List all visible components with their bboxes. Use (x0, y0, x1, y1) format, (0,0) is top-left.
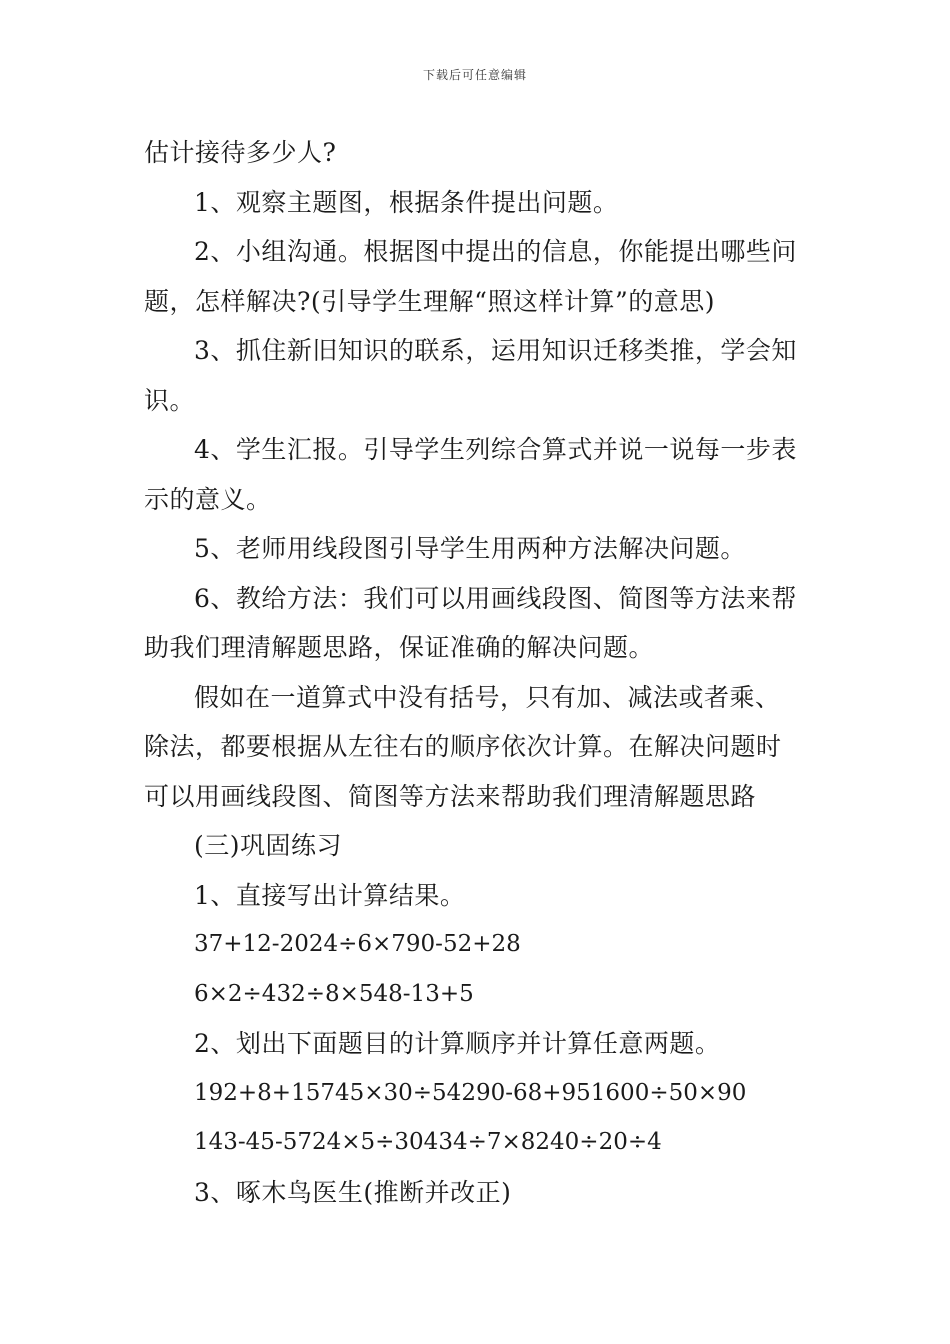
text-line: 题，怎样解决?(引导学生理解“照这样计算”的意思) (144, 286, 715, 316)
page-header: 下载后可任意编辑 (422, 68, 527, 82)
text-line: 5、老师用线段图引导学生用两种方法解决问题。 (194, 534, 746, 563)
text-line: 1、观察主题图，根据条件提出问题。 (194, 187, 619, 217)
formula-line: 37+12-2024÷6×790-52+28 (194, 931, 521, 957)
text-line: 估计接待多少人? (144, 138, 337, 167)
formula-line: 143-45-5724×5÷30434÷7×8240÷20÷4 (194, 1129, 662, 1155)
document-body (144, 128, 810, 1217)
text-line: 2、划出下面题目的计算顺序并计算任意两题。 (194, 1029, 721, 1058)
text-line: 4、学生汇报。引导学生列综合算式并说一说每一步表 (194, 435, 797, 464)
formula-line: 6×2÷432÷8×548-13+5 (194, 980, 474, 1007)
text-line: 假如在一道算式中没有括号，只有加、减法或者乘、 (194, 682, 781, 712)
text-line: 2、小组沟通。根据图中提出的信息，你能提出哪些问 (194, 237, 797, 266)
text-line: 1、直接写出计算结果。 (194, 880, 466, 910)
text-line: 识。 (144, 385, 196, 415)
text-line: 助我们理清解题思路，保证准确的解决问题。 (144, 633, 655, 662)
text-line: 可以用画线段图、简图等方法来帮助我们理清解题思路 (144, 781, 757, 811)
text-line: 6、教给方法：我们可以用画线段图、简图等方法来帮 (194, 583, 797, 613)
text-line: 示的意义。 (144, 484, 272, 514)
text-line: 3、啄木鸟医生(推断并改正) (194, 1177, 512, 1207)
section-heading: (三)巩固练习 (194, 831, 343, 860)
text-line: 除法，都要根据从左往右的顺序依次计算。在解决问题时 (144, 732, 782, 761)
text-line: 3、抓住新旧知识的联系，运用知识迁移类推，学会知 (194, 336, 797, 365)
formula-line: 192+8+15745×30÷54290-68+951600÷50×90 (194, 1079, 747, 1106)
